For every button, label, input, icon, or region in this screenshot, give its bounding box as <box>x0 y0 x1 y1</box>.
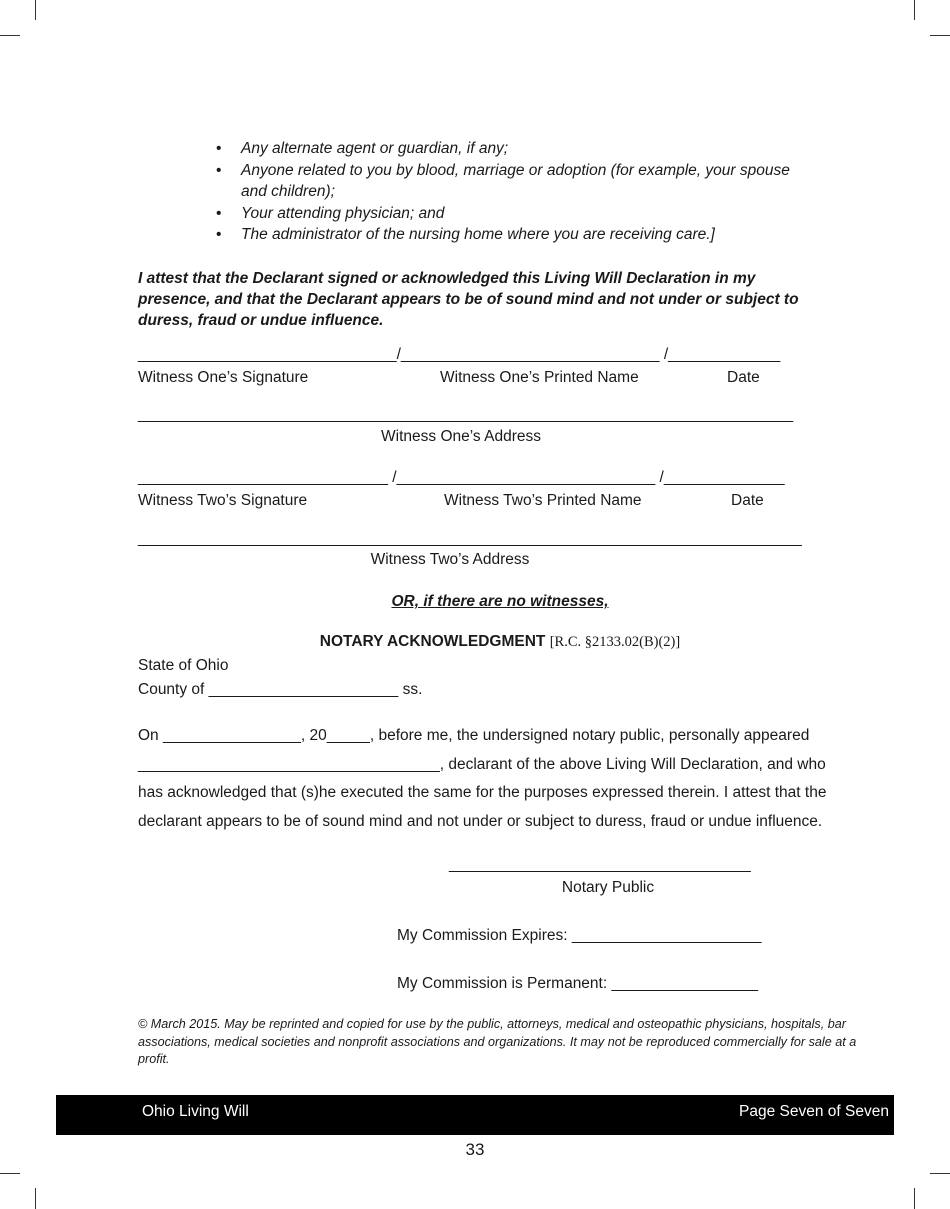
witness-two-signature-label: Witness Two’s Signature <box>138 492 308 509</box>
crop-mark <box>930 35 950 36</box>
list-item: • The administrator of the nursing home where you are receiving care.] <box>216 226 715 243</box>
witness-two-date-label: Date <box>731 492 764 509</box>
witness-one-printed-name-label: Witness One’s Printed Name <box>440 369 639 386</box>
page-number: 33 <box>465 1140 485 1159</box>
notary-line: On ________________, 20_____, before me, the undersigned notary public, personally appeared <box>138 727 810 744</box>
footer-bar <box>56 1095 894 1135</box>
witness-two-address-label: Witness Two’s Address <box>370 551 530 568</box>
notary-signature-line[interactable]: ___________________________________ <box>449 856 751 873</box>
notary-title: NOTARY ACKNOWLEDGMENT <box>319 633 546 650</box>
witness-one-date-label: Date <box>727 369 760 386</box>
crop-mark <box>914 1188 915 1209</box>
footer-page-label: Page Seven of Seven <box>739 1103 889 1120</box>
witness-two-printed-name-label: Witness Two’s Printed Name <box>444 492 642 509</box>
notary-statement <box>138 722 858 836</box>
witness-one-signature-line[interactable]: ______________________________/______________________________ /_____________ <box>138 346 781 363</box>
notary-line: has acknowledged that (s)he executed the same for the purposes expressed therein. I attest that the <box>138 784 827 801</box>
list-item: • Anyone related to you by blood, marriage or adoption (for example, your spouse and children); <box>216 161 790 200</box>
crop-mark <box>930 1173 950 1174</box>
crop-mark <box>35 1188 36 1209</box>
list-item: • Your attending physician; and <box>216 204 445 222</box>
witness-two-signature-line[interactable]: _____________________________ /______________________________ /______________ <box>138 469 785 486</box>
witness-one-signature-label: Witness One’s Signature <box>138 369 309 386</box>
copyright-notice: © March 2015. May be reprinted and copied for use by the public, attorneys, medical and osteopathic physicians, hospitals, bar associations, medical societies and nonprofit associations and organizations. It may not be reproduced commercially for sale at a profit. <box>138 1017 857 1066</box>
witness-attestation: I attest that the Declarant signed or acknowledged this Living Will Declaration in my presence, and that the Declarant appears to be of sound mind and not under or subject to duress, fraud or undue influence. <box>138 270 799 329</box>
notary-heading <box>320 633 680 651</box>
notary-line: ___________________________________, declarant of the above Living Will Declaration, and who <box>138 755 826 773</box>
witness-one-address-label: Witness One’s Address <box>381 428 541 445</box>
county-field[interactable]: County of ______________________ ss. <box>138 681 423 698</box>
crop-mark <box>0 35 20 36</box>
crop-mark <box>35 0 36 20</box>
excluded-witness-list <box>214 138 814 246</box>
crop-mark <box>0 1173 20 1174</box>
notary-public-label: Notary Public <box>561 879 655 896</box>
crop-mark <box>914 0 915 20</box>
notary-citation: [R.C. §2133.02(B)(2)] <box>549 634 681 650</box>
notary-line: declarant appears to be of sound mind and not under or subject to duress, fraud or undue influence. <box>138 812 823 830</box>
state-label: State of Ohio <box>138 657 229 674</box>
no-witnesses-heading: OR, if there are no witnesses, <box>391 593 609 610</box>
commission-permanent-field[interactable]: My Commission is Permanent: _________________ <box>397 975 759 992</box>
list-item: • Any alternate agent or guardian, if any; <box>216 140 509 157</box>
commission-expires-field[interactable]: My Commission Expires: ______________________ <box>397 927 762 944</box>
footer-title: Ohio Living Will <box>142 1103 249 1120</box>
witness-two-address-line[interactable]: _____________________________________________________________________________ <box>138 530 802 547</box>
witness-one-address-line[interactable]: ____________________________________________________________________________ <box>138 406 794 423</box>
